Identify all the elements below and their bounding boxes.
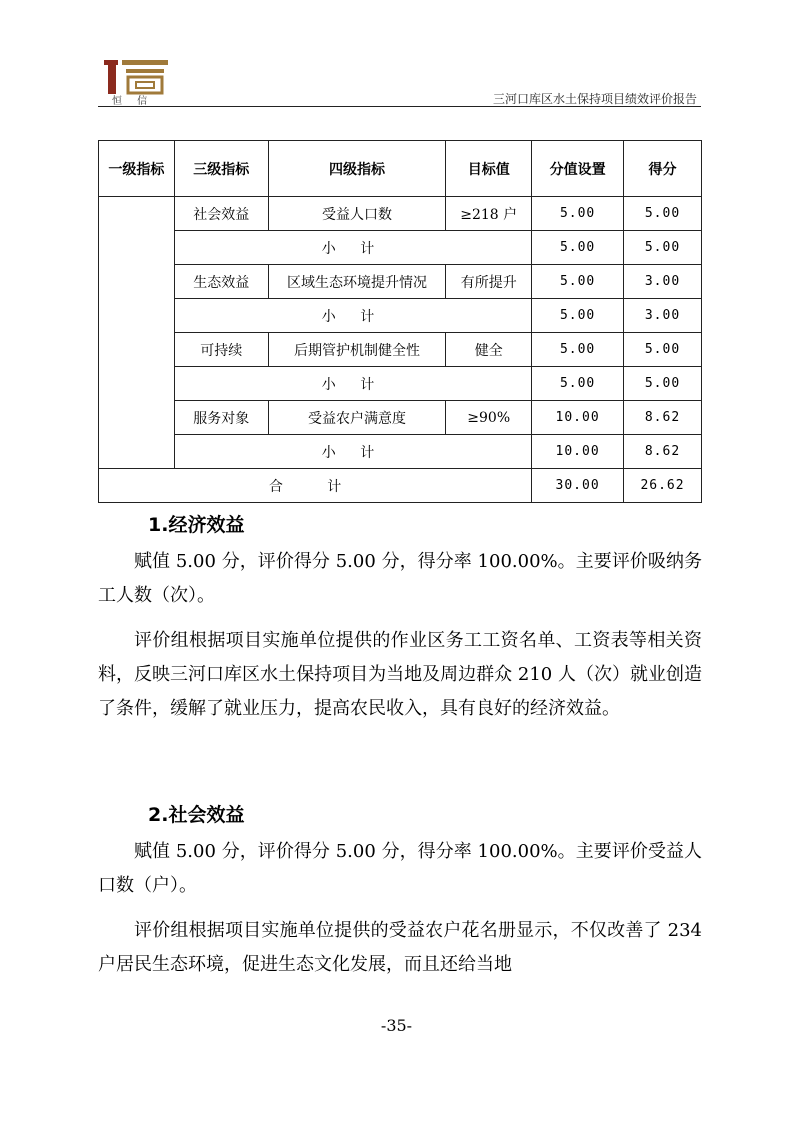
score-cell: 3.00: [624, 299, 702, 333]
target-cell: 有所提升: [446, 265, 532, 299]
section-body-economic: [98, 545, 702, 726]
col-header-max-score: 分值设置: [532, 141, 624, 197]
score-cell: 8.62: [624, 401, 702, 435]
level4-cell: 区域生态环境提升情况: [268, 265, 446, 299]
col-header-level1: 一级指标: [99, 141, 175, 197]
header-title: 三河口库区水土保持项目绩效评价报告: [492, 92, 697, 106]
header-divider: [98, 106, 701, 107]
paragraph: 赋值 5.00 分，评价得分 5.00 分，得分率 100.00%。主要评价受益人口数（户）。: [98, 841, 702, 896]
level4-cell: 受益人口数: [268, 197, 446, 231]
total-score: 26.62: [624, 469, 702, 503]
section-heading-economic: 1.经济效益: [148, 514, 245, 536]
total-label: 合 计: [99, 469, 532, 503]
logo-text: 恒 信: [112, 96, 154, 107]
table-row: [99, 197, 702, 231]
subtotal-row: [99, 367, 702, 401]
paragraph: 评价组根据项目实施单位提供的作业区务工工资名单、工资表等相关资料，反映三河口库区水土保持项目为当地及周边群众 210 人（次）就业创造了条件，缓解了就业压力，提高农民收入，具有良好的经济效益。: [98, 630, 702, 719]
max-score-cell: 5.00: [532, 265, 624, 299]
table-row: [99, 265, 702, 299]
score-table: [98, 140, 702, 503]
target-cell: 健全: [446, 333, 532, 367]
paragraph: 赋值 5.00 分，评价得分 5.00 分，得分率 100.00%。主要评价吸纳务工人数（次）。: [98, 551, 702, 606]
score-cell: 5.00: [624, 333, 702, 367]
subtotal-row: [99, 299, 702, 333]
col-header-target: 目标值: [446, 141, 532, 197]
level4-cell: 受益农户满意度: [268, 401, 446, 435]
subtotal-label: 小 计: [174, 367, 531, 401]
score-cell: 5.00: [624, 367, 702, 401]
col-header-level4: 四级指标: [268, 141, 446, 197]
score-cell: 5.00: [624, 197, 702, 231]
subtotal-label: 小 计: [174, 299, 531, 333]
paragraph: 评价组根据项目实施单位提供的受益农户花名册显示，不仅改善了 234 户居民生态环境，促进生态文化发展，而且还给当地: [98, 920, 702, 975]
level3-cell: 可持续: [174, 333, 268, 367]
max-score-cell: 5.00: [532, 231, 624, 265]
table-row: [99, 401, 702, 435]
level3-cell: 服务对象: [174, 401, 268, 435]
subtotal-label: 小 计: [174, 435, 531, 469]
col-header-score: 得分: [624, 141, 702, 197]
page-number: -35-: [380, 1016, 413, 1035]
col-header-level3: 三级指标: [174, 141, 268, 197]
section-body-social: [98, 835, 702, 982]
level4-cell: 后期管护机制健全性: [268, 333, 446, 367]
level3-cell: 社会效益: [174, 197, 268, 231]
table-row: [99, 333, 702, 367]
max-score-cell: 5.00: [532, 367, 624, 401]
score-cell: 8.62: [624, 435, 702, 469]
max-score-cell: 5.00: [532, 333, 624, 367]
subtotal-label: 小 计: [174, 231, 531, 265]
section-heading-social: 2.社会效益: [148, 804, 245, 826]
table-header-row: [99, 141, 702, 197]
total-row: [99, 469, 702, 503]
subtotal-row: [99, 231, 702, 265]
total-max-score: 30.00: [532, 469, 624, 503]
subtotal-row: [99, 435, 702, 469]
level1-cell: [99, 197, 175, 469]
score-cell: 3.00: [624, 265, 702, 299]
max-score-cell: 10.00: [532, 401, 624, 435]
target-cell: ≥218 户: [446, 197, 532, 231]
target-cell: ≥90%: [446, 401, 532, 435]
max-score-cell: 5.00: [532, 299, 624, 333]
score-cell: 5.00: [624, 231, 702, 265]
level3-cell: 生态效益: [174, 265, 268, 299]
max-score-cell: 10.00: [532, 435, 624, 469]
max-score-cell: 5.00: [532, 197, 624, 231]
